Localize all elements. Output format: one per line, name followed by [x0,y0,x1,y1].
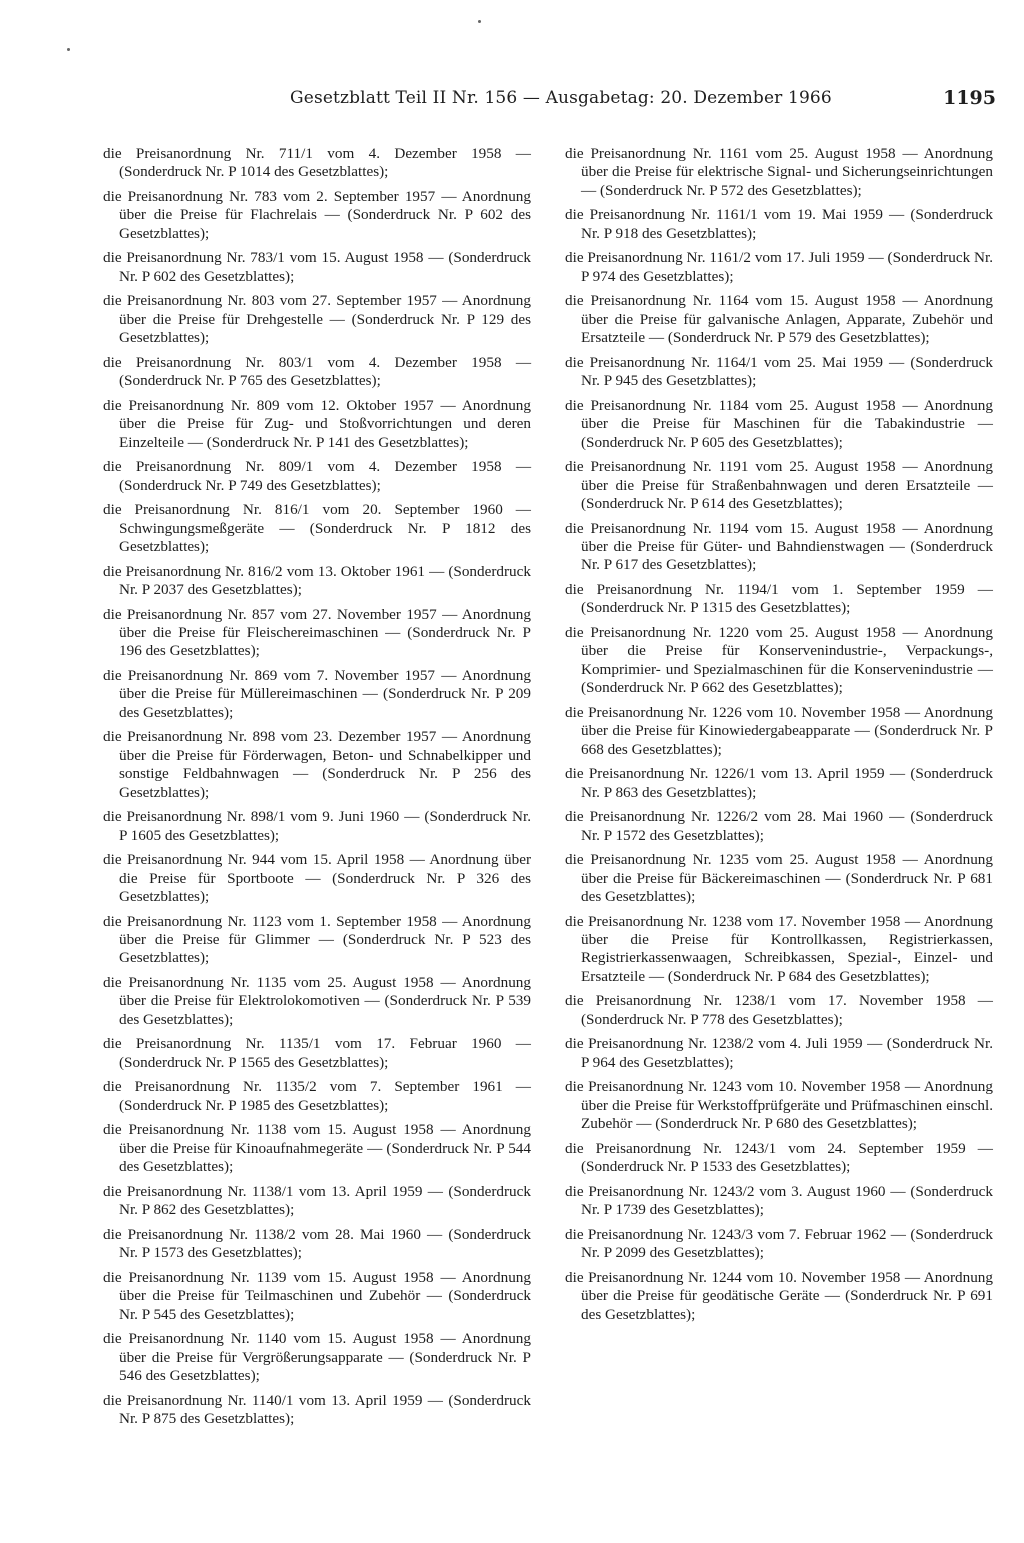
list-item: die Preisanordnung Nr. 1161/2 vom 17. Juli 1959 — (Sonderdruck Nr. P 974 des Gesetzblattes); [565,249,993,285]
list-item: die Preisanordnung Nr. 1238/1 vom 17. November 1958 — (Sonderdruck Nr. P 778 des Gesetzblattes); [565,992,993,1028]
list-item: die Preisanordnung Nr. 1194/1 vom 1. September 1959 — (Sonderdruck Nr. P 1315 des Gesetzblattes); [565,581,993,617]
list-item: die Preisanordnung Nr. 1243 vom 10. November 1958 — Anordnung über die Preise für Werkstoffprüfgeräte und Prüfmaschinen einschl. Zubehör — (Sonderdruck Nr. P 680 des Gesetzblattes); [565,1078,993,1133]
left-column [103,145,531,1435]
list-item: die Preisanordnung Nr. 1226 vom 10. November 1958 — Anordnung über die Preise für Kinowiedergabeapparate — (Sonderdruck Nr. P 668 des Gesetzblattes); [565,703,993,758]
list-item: die Preisanordnung Nr. 1220 vom 25. August 1958 — Anordnung über die Preise für Konservenindustrie-, Verpackungs-, Komprimier- und Spezialmaschinen für die Konservenindustrie — (Sonderdruck Nr. P 662 des Gesetzblattes); [565,624,993,697]
page-header [108,88,996,112]
list-item: die Preisanordnung Nr. 1135/2 vom 7. September 1961 — (Sonderdruck Nr. P 1985 des Gesetzblattes); [103,1078,531,1114]
list-item: die Preisanordnung Nr. 809 vom 12. Oktober 1957 — Anordnung über die Preise für Zug- und Stoßvorrichtungen und deren Einzelteile — (Sonderdruck Nr. P 141 des Gesetzblattes); [103,396,531,451]
list-item: die Preisanordnung Nr. 1140/1 vom 13. April 1959 — (Sonderdruck Nr. P 875 des Gesetzblattes); [103,1391,531,1428]
right-column [565,145,993,1330]
list-item: die Preisanordnung Nr. 1161 vom 25. August 1958 — Anordnung über die Preise für elektrische Signal- und Sicherungseinrichtungen — (Sonderdruck Nr. P 572 des Gesetzblattes); [565,145,993,199]
list-item: die Preisanordnung Nr. 1139 vom 15. August 1958 — Anordnung über die Preise für Teilmaschinen und Zubehör — (Sonderdruck Nr. P 545 des Gesetzblattes); [103,1268,531,1323]
header-title: Gesetzblatt Teil II Nr. 156 — Ausgabetag: 20. Dezember 1966 [290,88,832,108]
list-item: die Preisanordnung Nr. 1164 vom 15. August 1958 — Anordnung über die Preise für galvanische Anlagen, Apparate, Zubehör und Ersatzteile — (Sonderdruck Nr. P 579 des Gesetzblattes); [565,292,993,347]
list-item: die Preisanordnung Nr. 1140 vom 15. August 1958 — Anordnung über die Preise für Vergrößerungsapparate — (Sonderdruck Nr. P 546 des Gesetzblattes); [103,1330,531,1385]
list-item: die Preisanordnung Nr. 1135/1 vom 17. Februar 1960 — (Sonderdruck Nr. P 1565 des Gesetzblattes); [103,1035,531,1071]
list-item: die Preisanordnung Nr. 869 vom 7. November 1957 — Anordnung über die Preise für Müllereimaschinen — (Sonderdruck Nr. P 209 des Gesetzblattes); [103,667,531,721]
list-item: die Preisanordnung Nr. 809/1 vom 4. Dezember 1958 — (Sonderdruck Nr. P 749 des Gesetzblattes); [103,458,531,494]
list-item: die Preisanordnung Nr. 1244 vom 10. November 1958 — Anordnung über die Preise für geodätische Geräte — (Sonderdruck Nr. P 691 des Gesetzblattes); [565,1268,993,1323]
list-item: die Preisanordnung Nr. 857 vom 27. November 1957 — Anordnung über die Preise für Fleischereimaschinen — (Sonderdruck Nr. P 196 des Gesetzblattes); [103,605,531,660]
list-item: die Preisanordnung Nr. 1238/2 vom 4. Juli 1959 — (Sonderdruck Nr. P 964 des Gesetzblattes); [565,1035,993,1071]
list-item: die Preisanordnung Nr. 898 vom 23. Dezember 1957 — Anordnung über die Preise für Förderwagen, Beton- und Schnabelkipper und sonstige Feldbahnwagen — (Sonderdruck Nr. P 256 des Gesetzblattes); [103,728,531,801]
page-number: 1195 [943,87,996,109]
list-item: die Preisanordnung Nr. 1238 vom 17. November 1958 — Anordnung über die Preise für Kontrollkassen, Registrierkassen, Registrierkassenwaagen, Schreibkassen, Spezial-, Einzel- und Ersatzteile — (Sonderdruck Nr. P 684 des Gesetzblattes); [565,912,993,985]
list-item: die Preisanordnung Nr. 1161/1 vom 19. Mai 1959 — (Sonderdruck Nr. P 918 des Gesetzblattes); [565,206,993,242]
list-item: die Preisanordnung Nr. 1226/1 vom 13. April 1959 — (Sonderdruck Nr. P 863 des Gesetzblattes); [565,765,993,801]
list-item: die Preisanordnung Nr. 1184 vom 25. August 1958 — Anordnung über die Preise für Maschinen für die Tabakindustrie — (Sonderdruck Nr. P 605 des Gesetzblattes); [565,396,993,451]
list-item: die Preisanordnung Nr. 816/1 vom 20. September 1960 — Schwingungsmeßgeräte — (Sonderdruck Nr. P 1812 des Gesetzblattes); [103,501,531,556]
list-item: die Preisanordnung Nr. 1235 vom 25. August 1958 — Anordnung über die Preise für Bäckereimaschinen — (Sonderdruck Nr. P 681 des Gesetzblattes); [565,851,993,906]
list-item: die Preisanordnung Nr. 803 vom 27. September 1957 — Anordnung über die Preise für Drehgestelle — (Sonderdruck Nr. P 129 des Gesetzblattes); [103,292,531,347]
list-item: die Preisanordnung Nr. 898/1 vom 9. Juni 1960 — (Sonderdruck Nr. P 1605 des Gesetzblattes); [103,808,531,844]
print-speck [478,20,481,23]
list-item: die Preisanordnung Nr. 1135 vom 25. August 1958 — Anordnung über die Preise für Elektrolokomotiven — (Sonderdruck Nr. P 539 des Gesetzblattes); [103,974,531,1028]
list-item: die Preisanordnung Nr. 1243/2 vom 3. August 1960 — (Sonderdruck Nr. P 1739 des Gesetzblattes); [565,1182,993,1219]
list-item: die Preisanordnung Nr. 1138/2 vom 28. Mai 1960 — (Sonderdruck Nr. P 1573 des Gesetzblattes); [103,1225,531,1262]
list-item: die Preisanordnung Nr. 1138/1 vom 13. April 1959 — (Sonderdruck Nr. P 862 des Gesetzblattes); [103,1182,531,1219]
list-item: die Preisanordnung Nr. 1164/1 vom 25. Mai 1959 — (Sonderdruck Nr. P 945 des Gesetzblattes); [565,353,993,390]
list-item: die Preisanordnung Nr. 1138 vom 15. August 1958 — Anordnung über die Preise für Kinoaufnahmegeräte — (Sonderdruck Nr. P 544 des Gesetzblattes); [103,1121,531,1176]
list-item: die Preisanordnung Nr. 1194 vom 15. August 1958 — Anordnung über die Preise für Güter- und Bahndienstwagen — (Sonderdruck Nr. P 617 des Gesetzblattes); [565,519,993,574]
list-item: die Preisanordnung Nr. 803/1 vom 4. Dezember 1958 — (Sonderdruck Nr. P 765 des Gesetzblattes); [103,353,531,390]
print-speck [67,48,70,51]
list-item: die Preisanordnung Nr. 1226/2 vom 28. Mai 1960 — (Sonderdruck Nr. P 1572 des Gesetzblattes); [565,808,993,844]
list-item: die Preisanordnung Nr. 783/1 vom 15. August 1958 — (Sonderdruck Nr. P 602 des Gesetzblattes); [103,249,531,285]
list-item: die Preisanordnung Nr. 944 vom 15. April 1958 — Anordnung über die Preise für Sportboote — (Sonderdruck Nr. P 326 des Gesetzblattes); [103,851,531,906]
list-item: die Preisanordnung Nr. 711/1 vom 4. Dezember 1958 — (Sonderdruck Nr. P 1014 des Gesetzblattes); [103,145,531,181]
list-item: die Preisanordnung Nr. 816/2 vom 13. Oktober 1961 — (Sonderdruck Nr. P 2037 des Gesetzblattes); [103,562,531,599]
list-item: die Preisanordnung Nr. 1243/3 vom 7. Februar 1962 — (Sonderdruck Nr. P 2099 des Gesetzblattes); [565,1225,993,1262]
list-item: die Preisanordnung Nr. 1123 vom 1. September 1958 — Anordnung über die Preise für Glimmer — (Sonderdruck Nr. P 523 des Gesetzblattes); [103,912,531,967]
list-item: die Preisanordnung Nr. 1191 vom 25. August 1958 — Anordnung über die Preise für Straßenbahnwagen und deren Ersatzteile — (Sonderdruck Nr. P 614 des Gesetzblattes); [565,458,993,513]
list-item: die Preisanordnung Nr. 1243/1 vom 24. September 1959 — (Sonderdruck Nr. P 1533 des Gesetzblattes); [565,1139,993,1176]
list-item: die Preisanordnung Nr. 783 vom 2. September 1957 — Anordnung über die Preise für Flachrelais — (Sonderdruck Nr. P 602 des Gesetzblattes); [103,188,531,242]
